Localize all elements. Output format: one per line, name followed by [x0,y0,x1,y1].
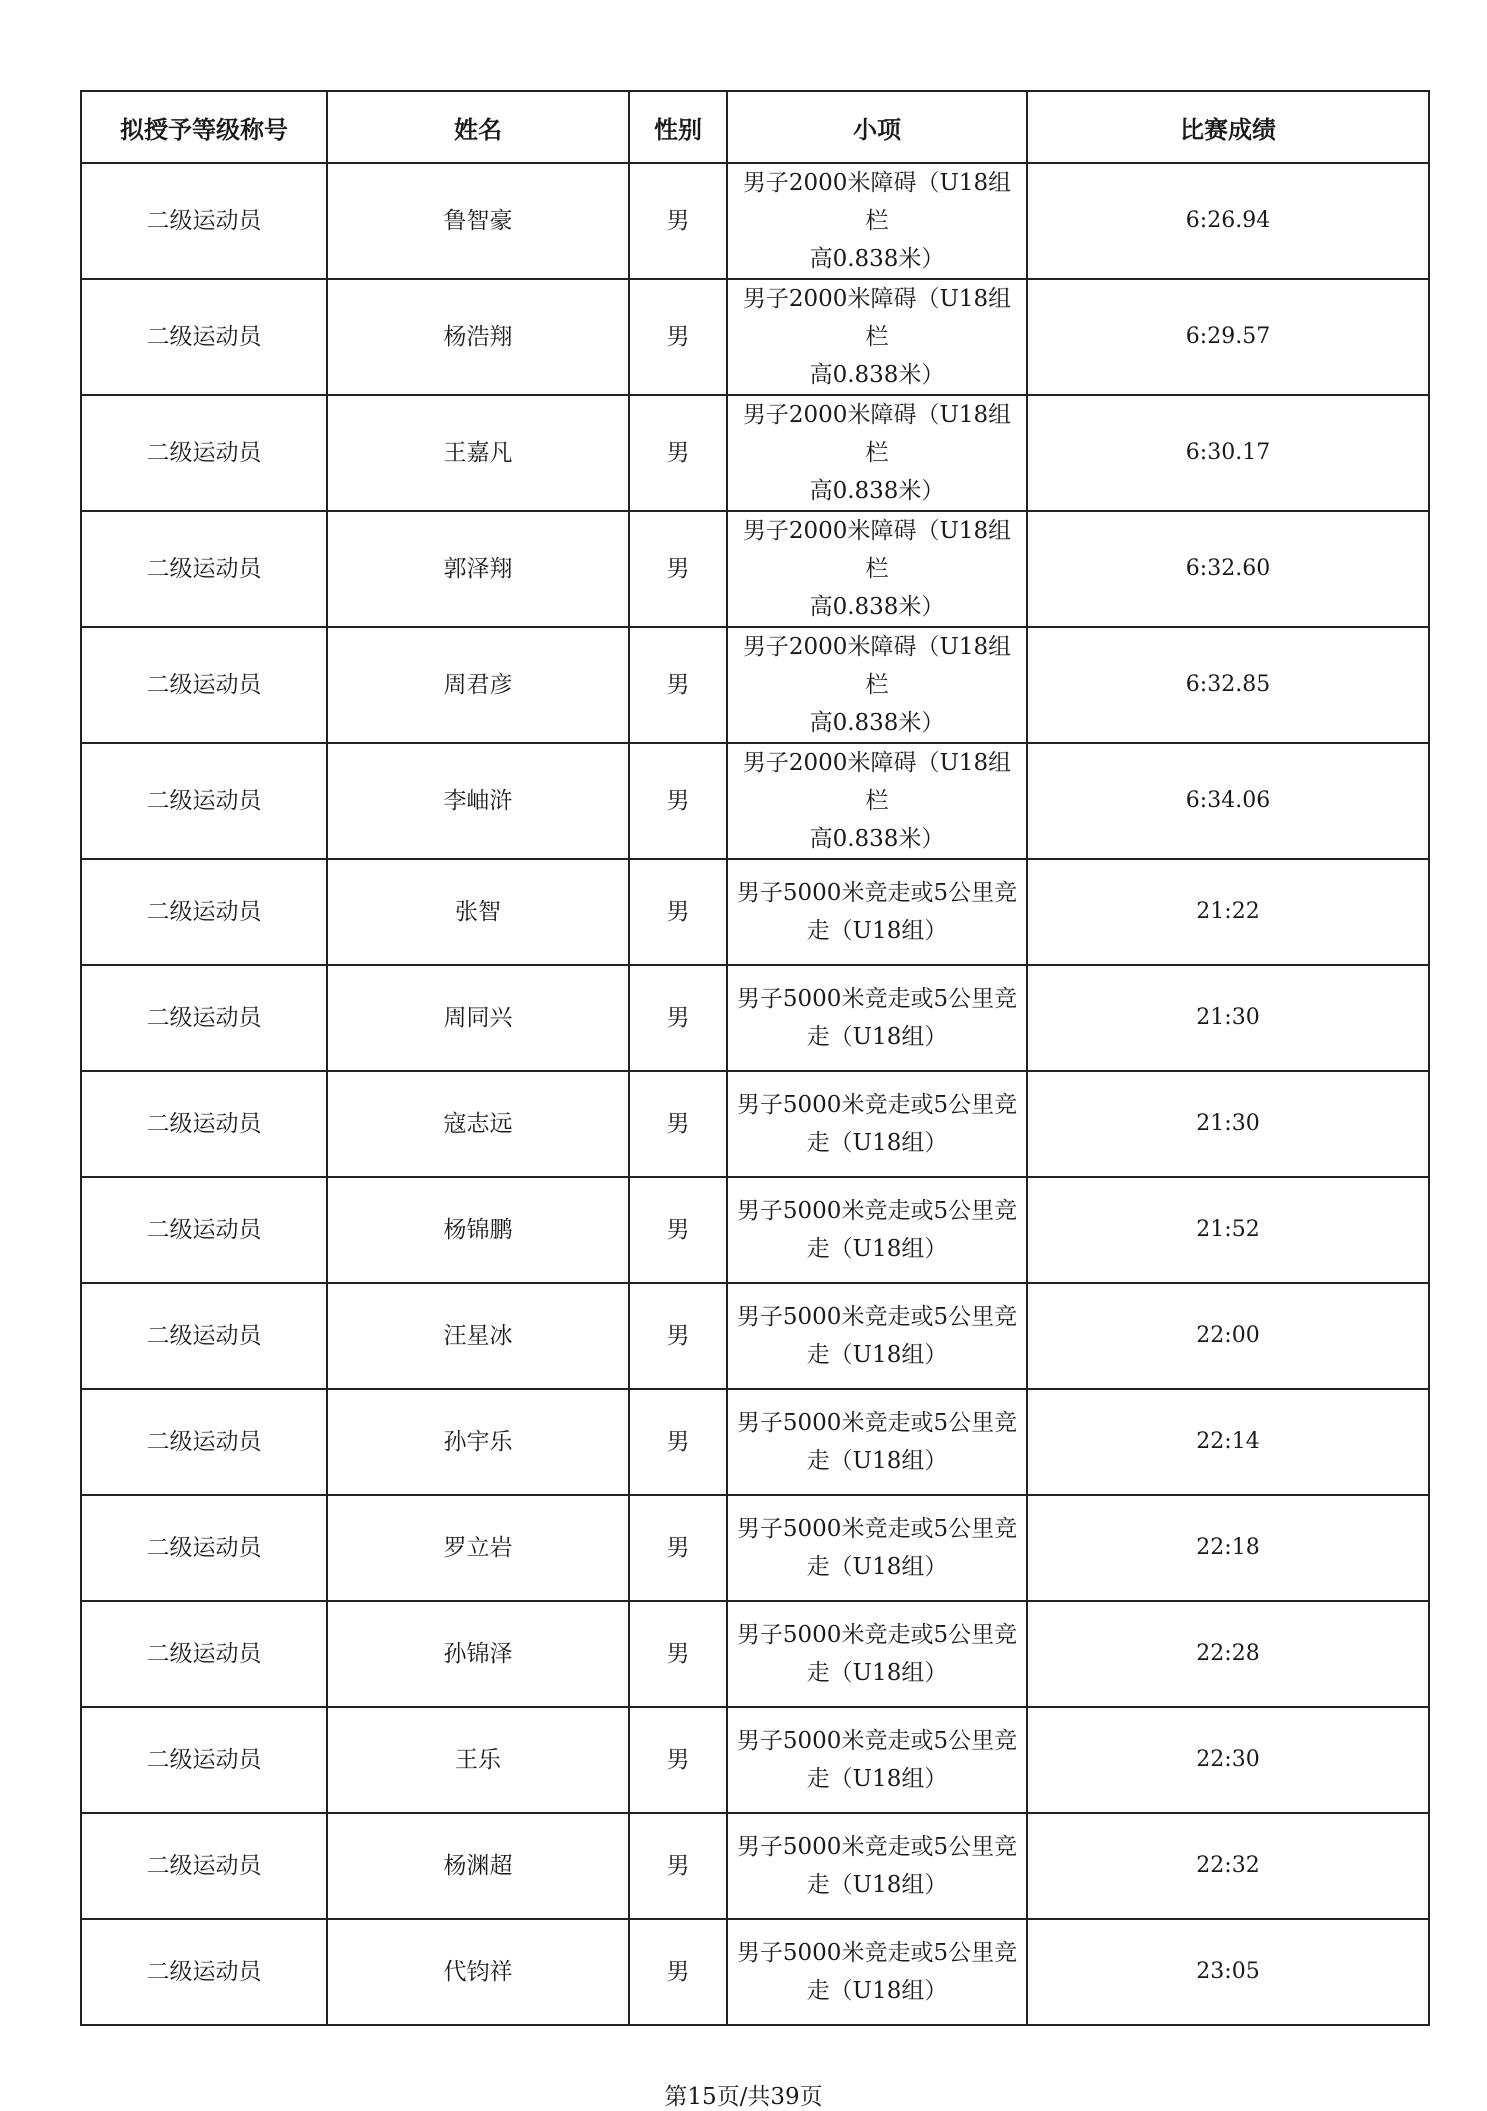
cell-result: 6:34.06 [1027,743,1429,859]
cell-gender: 男 [629,1389,727,1495]
cell-event [727,511,1027,627]
cell-level: 二级运动员 [81,1813,327,1919]
cell-level: 二级运动员 [81,1495,327,1601]
event-line-2: 高0.838米） [809,826,945,852]
cell-gender: 男 [629,279,727,395]
cell-gender: 男 [629,511,727,627]
header-gender: 性别 [629,91,727,163]
cell-name: 汪星冰 [327,1283,629,1389]
event-line-1: 男子5000米竞走或5公里竞 [736,986,1018,1012]
table-header-row [81,91,1429,163]
event-line-1: 男子5000米竞走或5公里竞 [736,1410,1018,1436]
event-line-2: 走（U18组） [806,1342,948,1368]
cell-gender: 男 [629,163,727,279]
cell-result: 22:30 [1027,1707,1429,1813]
cell-level: 二级运动员 [81,279,327,395]
event-line-2: 走（U18组） [806,1024,948,1050]
table-row [81,743,1429,859]
cell-level: 二级运动员 [81,1177,327,1283]
cell-gender: 男 [629,1707,727,1813]
table-row [81,1601,1429,1707]
page-number: 第15页/共39页 [664,2084,823,2110]
event-line-2: 走（U18组） [806,1872,948,1898]
cell-name: 杨渊超 [327,1813,629,1919]
cell-event [727,1601,1027,1707]
cell-event [727,859,1027,965]
cell-name: 寇志远 [327,1071,629,1177]
cell-event [727,163,1027,279]
cell-name: 周同兴 [327,965,629,1071]
event-line-1: 男子5000米竞走或5公里竞 [736,1834,1018,1860]
header-event: 小项 [727,91,1027,163]
table-row [81,279,1429,395]
event-line-2: 走（U18组） [806,1978,948,2004]
cell-gender: 男 [629,1283,727,1389]
cell-event [727,279,1027,395]
cell-gender: 男 [629,1919,727,2025]
table-row [81,163,1429,279]
cell-result: 23:05 [1027,1919,1429,2025]
cell-gender: 男 [629,859,727,965]
table-body [81,163,1429,2025]
cell-name: 王嘉凡 [327,395,629,511]
cell-name: 孙宇乐 [327,1389,629,1495]
event-line-2: 走（U18组） [806,1660,948,1686]
cell-result: 6:29.57 [1027,279,1429,395]
event-line-2: 走（U18组） [806,1554,948,1580]
event-line-1: 男子2000米障碍（U18组栏 [742,170,1012,234]
cell-result: 6:26.94 [1027,163,1429,279]
table-row [81,1495,1429,1601]
table-row [81,965,1429,1071]
cell-gender: 男 [629,965,727,1071]
cell-result: 21:30 [1027,965,1429,1071]
header-result: 比赛成绩 [1027,91,1429,163]
event-line-1: 男子5000米竞走或5公里竞 [736,1198,1018,1224]
cell-name: 王乐 [327,1707,629,1813]
event-line-1: 男子5000米竞走或5公里竞 [736,1516,1018,1542]
event-line-1: 男子5000米竞走或5公里竞 [736,1304,1018,1330]
cell-event [727,1177,1027,1283]
event-line-2: 走（U18组） [806,1236,948,1262]
cell-result: 21:30 [1027,1071,1429,1177]
cell-event [727,1071,1027,1177]
event-line-1: 男子5000米竞走或5公里竞 [736,1940,1018,1966]
cell-event [727,1707,1027,1813]
cell-gender: 男 [629,1177,727,1283]
event-line-1: 男子5000米竞走或5公里竞 [736,1622,1018,1648]
event-line-2: 高0.838米） [809,246,945,272]
cell-name: 周君彦 [327,627,629,743]
cell-level: 二级运动员 [81,1601,327,1707]
event-line-2: 高0.838米） [809,478,945,504]
table-row [81,395,1429,511]
cell-event [727,1919,1027,2025]
cell-event [727,1283,1027,1389]
table-row [81,511,1429,627]
table-row [81,1283,1429,1389]
cell-level: 二级运动员 [81,1707,327,1813]
event-line-2: 走（U18组） [806,1766,948,1792]
event-line-2: 高0.838米） [809,594,945,620]
cell-event [727,965,1027,1071]
table-row [81,1071,1429,1177]
cell-event [727,1389,1027,1495]
event-line-1: 男子5000米竞走或5公里竞 [736,1728,1018,1754]
event-line-2: 走（U18组） [806,1130,948,1156]
cell-gender: 男 [629,1813,727,1919]
cell-gender: 男 [629,743,727,859]
cell-name: 杨锦鹏 [327,1177,629,1283]
event-line-2: 走（U18组） [806,1448,948,1474]
cell-gender: 男 [629,1601,727,1707]
cell-level: 二级运动员 [81,511,327,627]
table-row [81,1813,1429,1919]
header-name: 姓名 [327,91,629,163]
cell-event [727,1495,1027,1601]
cell-level: 二级运动员 [81,859,327,965]
cell-event [727,1813,1027,1919]
header-level: 拟授予等级称号 [81,91,327,163]
cell-gender: 男 [629,395,727,511]
event-line-1: 男子5000米竞走或5公里竞 [736,880,1018,906]
event-line-1: 男子2000米障碍（U18组栏 [742,750,1012,814]
event-line-2: 走（U18组） [806,918,948,944]
cell-name: 李岫浒 [327,743,629,859]
event-line-1: 男子5000米竞走或5公里竞 [736,1092,1018,1118]
cell-event [727,743,1027,859]
event-line-2: 高0.838米） [809,362,945,388]
cell-result: 6:32.60 [1027,511,1429,627]
cell-result: 22:28 [1027,1601,1429,1707]
cell-result: 21:52 [1027,1177,1429,1283]
cell-event [727,627,1027,743]
table-row [81,1389,1429,1495]
cell-name: 张智 [327,859,629,965]
cell-result: 22:18 [1027,1495,1429,1601]
cell-result: 6:30.17 [1027,395,1429,511]
cell-result: 6:32.85 [1027,627,1429,743]
table-row [81,1177,1429,1283]
cell-gender: 男 [629,1495,727,1601]
cell-result: 22:32 [1027,1813,1429,1919]
cell-level: 二级运动员 [81,1283,327,1389]
cell-name: 郭泽翔 [327,511,629,627]
event-line-1: 男子2000米障碍（U18组栏 [742,518,1012,582]
cell-level: 二级运动员 [81,1389,327,1495]
cell-level: 二级运动员 [81,627,327,743]
cell-name: 杨浩翔 [327,279,629,395]
cell-name: 孙锦泽 [327,1601,629,1707]
event-line-1: 男子2000米障碍（U18组栏 [742,286,1012,350]
table-row [81,1919,1429,2025]
table-row [81,1707,1429,1813]
event-line-1: 男子2000米障碍（U18组栏 [742,402,1012,466]
cell-level: 二级运动员 [81,395,327,511]
cell-name: 罗立岩 [327,1495,629,1601]
cell-level: 二级运动员 [81,163,327,279]
cell-event [727,395,1027,511]
event-line-1: 男子2000米障碍（U18组栏 [742,634,1012,698]
cell-gender: 男 [629,627,727,743]
cell-name: 代钧祥 [327,1919,629,2025]
cell-level: 二级运动员 [81,965,327,1071]
event-line-2: 高0.838米） [809,710,945,736]
table-row [81,627,1429,743]
cell-result: 22:14 [1027,1389,1429,1495]
cell-name: 鲁智豪 [327,163,629,279]
cell-result: 21:22 [1027,859,1429,965]
cell-level: 二级运动员 [81,1071,327,1177]
cell-gender: 男 [629,1071,727,1177]
cell-level: 二级运动员 [81,1919,327,2025]
results-table [80,90,1430,2026]
cell-result: 22:00 [1027,1283,1429,1389]
cell-level: 二级运动员 [81,743,327,859]
table-row [81,859,1429,965]
